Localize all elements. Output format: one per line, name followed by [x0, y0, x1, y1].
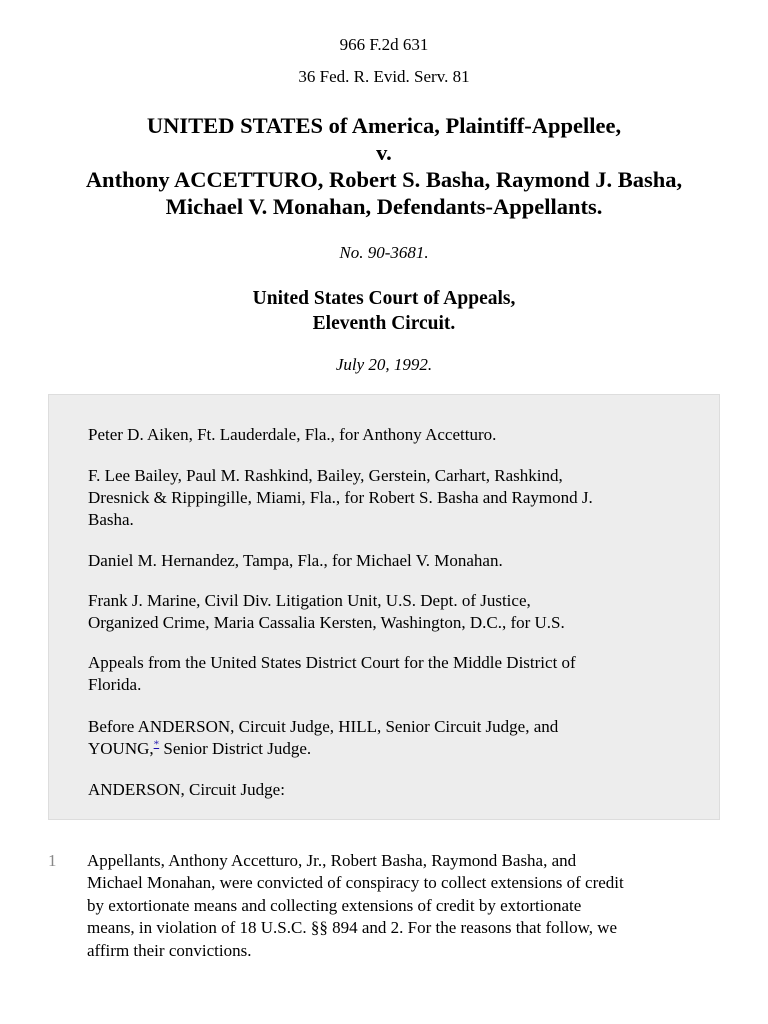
paragraph-number: 1 — [48, 851, 57, 870]
panel-judges: Before ANDERSON, Circuit Judge, HILL, Senior Circuit Judge, and YOUNG,* Senior District Judge. — [88, 717, 559, 758]
decision-date: July 20, 1992. — [335, 355, 433, 374]
counsel-panel — [48, 394, 720, 820]
court-name-line-2: Eleventh Circuit. — [312, 313, 456, 334]
caption-defendants-line-1: Anthony ACCETTURO, Robert S. Basha, Raymond J. Basha, — [85, 167, 683, 192]
counsel-monahan: Daniel M. Hernandez, Tampa, Fla., for Michael V. Monahan. — [88, 551, 503, 570]
appeal-origin: Appeals from the United States District Court for the Middle District of Florida. — [88, 653, 576, 694]
court-name — [0, 286, 768, 336]
counsel-basha: F. Lee Bailey, Paul M. Rashkind, Bailey, Gerstein, Carhart, Rashkind, Dresnick & Rippingille, Miami, Fla., for Robert S. Basha and Raymond J. Basha. — [88, 466, 593, 529]
reporter-citation: 966 F.2d 631 — [339, 35, 429, 54]
docket-number: No. 90-3681. — [339, 243, 429, 262]
footnote-link[interactable]: * — [153, 738, 160, 751]
court-name-line-1: United States Court of Appeals, — [252, 288, 516, 309]
parallel-citation: 36 Fed. R. Evid. Serv. 81 — [298, 67, 470, 86]
opinion-author: ANDERSON, Circuit Judge: — [88, 780, 285, 799]
counsel-us: Frank J. Marine, Civil Div. Litigation Unit, U.S. Dept. of Justice, Organized Crime, Maria Cassalia Kersten, Washington, D.C., for U.S. — [88, 591, 565, 632]
counsel-accetturo: Peter D. Aiken, Ft. Lauderdale, Fla., for Anthony Accetturo. — [88, 425, 497, 444]
opinion-paragraph: Appellants, Anthony Accetturo, Jr., Robert Basha, Raymond Basha, and Michael Monahan, were convicted of conspiracy to collect extensions of credit by extortionate means and collecting extensions of credit by extortionate means, in violation of 18 U.S.C. §§ 894 and 2. For the reasons that follow, we affirm their convictions. — [87, 851, 624, 960]
case-caption — [20, 112, 748, 220]
caption-plaintiff: UNITED STATES of America, Plaintiff-Appellee, — [146, 113, 622, 138]
caption-versus: v. — [376, 140, 392, 165]
caption-defendants-line-2: Michael V. Monahan, Defendants-Appellants. — [165, 194, 603, 219]
